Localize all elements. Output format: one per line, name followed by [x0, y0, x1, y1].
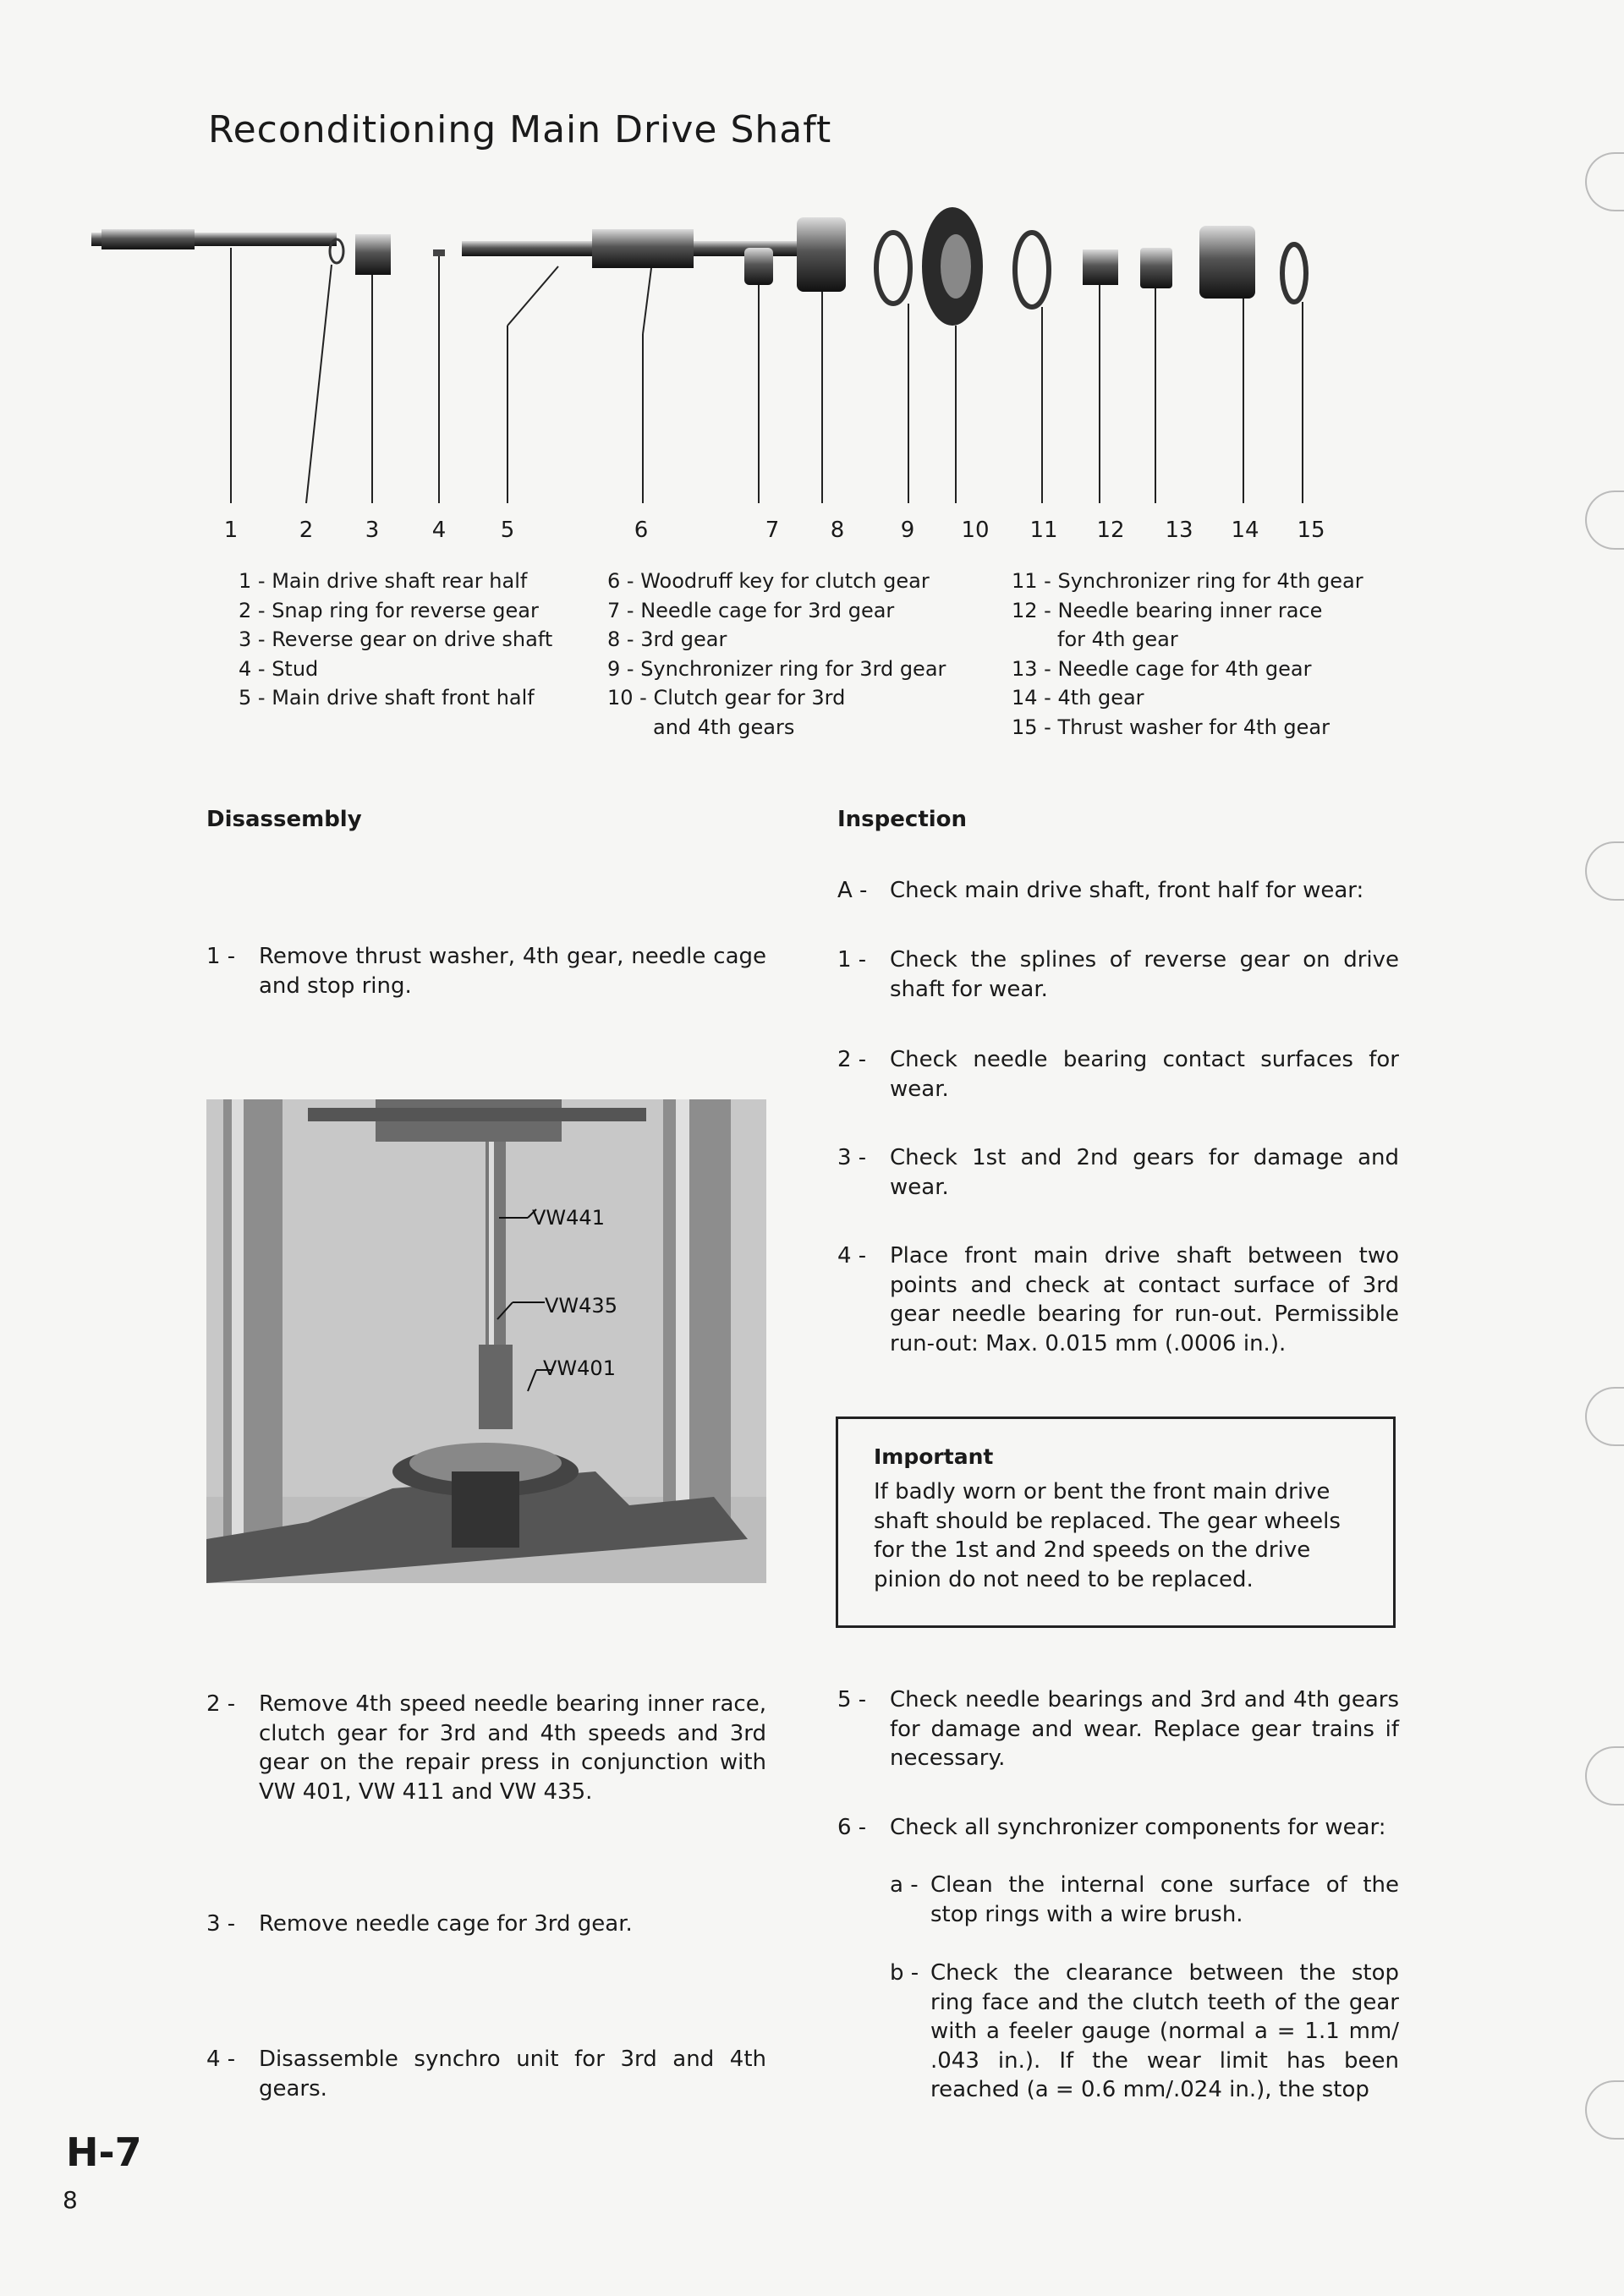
binder-hole [1585, 490, 1624, 550]
stud-part [433, 249, 445, 256]
callout-number: 4 [431, 518, 447, 543]
needle-cage-part [744, 248, 773, 285]
inspection-step-6: 6 - Check all synchronizer components for wear: [837, 1815, 1386, 1840]
legend-item: 8 - 3rd gear [607, 627, 727, 651]
legend-item: 3 - Reverse gear on drive shaft [239, 627, 553, 651]
sync-ring-part [1015, 233, 1049, 307]
inspection-step-5: 5 - Check needle bearings and 3rd and 4th gears for damage and wear. Replace gear trains if necessary. [837, 1687, 1399, 1771]
photo-label: VW435 [545, 1294, 617, 1318]
inspection-substep-a: a - Clean the internal cone surface of the stop rings with a wire brush. [890, 1872, 1399, 1927]
disassembly-step-4: 4 - Disassemble synchro unit for 3rd and 4th gears. [206, 2047, 766, 2101]
needle-cage-part [1140, 248, 1172, 288]
callout-number: 9 [900, 518, 915, 543]
parts-legend-col3 [1012, 567, 1363, 742]
binder-hole [1585, 841, 1624, 901]
disassembly-step-1: 1 - Remove thrust washer, 4th gear, needle cage and stop ring. [206, 944, 766, 999]
inspection-heading: Inspection [837, 807, 968, 832]
disassembly-heading: Disassembly [206, 807, 362, 832]
callout-number: 15 [1297, 518, 1325, 543]
legend-item: 4 - Stud [239, 656, 319, 681]
page-title: Reconditioning Main Drive Shaft [208, 108, 832, 151]
binder-hole [1585, 1387, 1624, 1446]
parts-legend-col1 [239, 567, 552, 713]
callout-number: 14 [1231, 518, 1259, 543]
disassembly-step-2: 2 - Remove 4th speed needle bearing inner race, clutch gear for 3rd and 4th speeds and 3rd gear on the repair press in conjunction with VW 401, VW 411 and VW 435. [206, 1691, 766, 1805]
sync-ring-part [876, 233, 910, 304]
legend-item: 2 - Snap ring for reverse gear [239, 598, 539, 622]
legend-item: 10 - Clutch gear for 3rd [607, 686, 846, 710]
reverse-gear-part [355, 234, 391, 275]
repair-press-photo [206, 1099, 766, 1583]
callout-number: 5 [500, 518, 515, 543]
legend-item: and 4th gears [653, 715, 795, 739]
thrust-washer-part [1282, 244, 1306, 302]
photo-label: VW401 [543, 1356, 616, 1380]
legend-item: 7 - Needle cage for 3rd gear [607, 598, 895, 622]
legend-item: 13 - Needle cage for 4th gear [1012, 656, 1312, 681]
parts-legend-col2 [607, 567, 946, 742]
inspection-substep-b: b - Check the clearance between the stop ring face and the clutch teeth of the gear with a feeler gauge (normal a = 1.1 mm/ .043 in.). If the wear limit has been reached (a = 0.6 mm/.024 in.), the stop [890, 1960, 1399, 2102]
callout-number: 13 [1165, 518, 1193, 543]
legend-item: 1 - Main drive shaft rear half [239, 569, 528, 593]
important-text: If badly worn or bent the front main drive shaft should be replaced. The gear wheels for the 1st and 2nd speeds on the drive pinion do not need to be replaced. [874, 1479, 1341, 1592]
legend-item: 11 - Synchronizer ring for 4th gear [1012, 569, 1363, 593]
inspection-step-1: 1 - Check the splines of reverse gear on drive shaft for wear. [837, 947, 1399, 1002]
page-number: 8 [63, 2186, 78, 2214]
callout-number: 7 [765, 518, 780, 543]
inspection-step-2: 2 - Check needle bearing contact surfaces for wear. [837, 1047, 1399, 1102]
important-heading: Important [874, 1444, 994, 1469]
callout-number: 2 [299, 518, 314, 543]
callout-number: 10 [961, 518, 990, 543]
legend-item: 12 - Needle bearing inner race [1012, 598, 1323, 622]
legend-item: 6 - Woodruff key for clutch gear [607, 569, 930, 593]
binder-hole [1585, 2080, 1624, 2140]
disassembly-step-3: 3 - Remove needle cage for 3rd gear. [206, 1911, 633, 1937]
legend-item: 5 - Main drive shaft front half [239, 686, 535, 710]
important-notice-box [836, 1417, 1396, 1628]
callout-number: 12 [1096, 518, 1125, 543]
legend-item: 9 - Synchronizer ring for 3rd gear [607, 656, 946, 681]
inspection-step-4: 4 - Place front main drive shaft between two points and check at contact surface of 3rd gear needle bearing for run-out. Permissible run-out: Max. 0.015 mm (.0006 in.). [837, 1243, 1399, 1356]
photo-label: VW441 [532, 1206, 605, 1230]
binder-hole [1585, 1746, 1624, 1806]
callout-number: 1 [223, 518, 239, 543]
callout-number: 8 [830, 518, 845, 543]
legend-item: for 4th gear [1057, 627, 1178, 651]
third-gear-part [797, 217, 846, 292]
callout-number: 3 [365, 518, 380, 543]
inspection-step-3: 3 - Check 1st and 2nd gears for damage and wear. [837, 1145, 1399, 1200]
binder-hole [1585, 152, 1624, 211]
inspection-step-a: A - Check main drive shaft, front half for wear: [837, 878, 1364, 903]
legend-item: 14 - 4th gear [1012, 686, 1144, 710]
section-code: H-7 [66, 2129, 142, 2175]
exploded-view-diagram [85, 199, 1336, 520]
callout-number: 11 [1029, 518, 1058, 543]
inner-race-part [1083, 249, 1118, 285]
legend-item: 15 - Thrust washer for 4th gear [1012, 715, 1330, 739]
callout-number: 6 [634, 518, 649, 543]
fourth-gear-part [1199, 226, 1255, 299]
